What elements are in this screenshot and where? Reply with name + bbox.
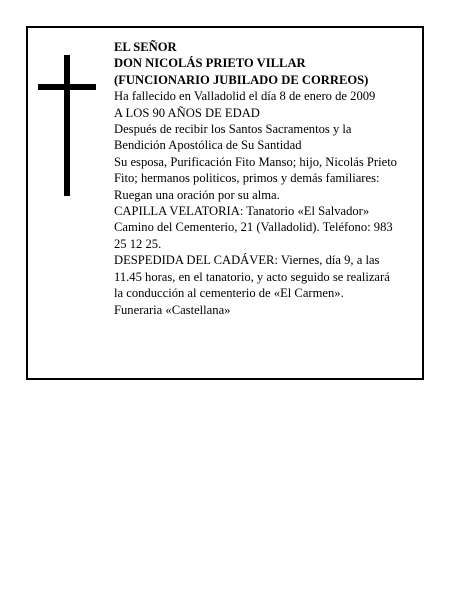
family-line: Su esposa, Purificación Fito Manso; hijo, Nicolás Prieto xyxy=(114,154,397,169)
death-statement: Ha fallecido en Valladolid el día 8 de enero de 2009 xyxy=(114,89,376,104)
family-line: Fito; hermanos politicos, primos y demás familiares: xyxy=(114,171,380,186)
chapel-line: CAPILLA VELATORIA: Tanatorio «El Salvador» xyxy=(114,204,370,219)
chapel-line: 25 12 25. xyxy=(114,236,162,251)
family-paragraph xyxy=(114,154,410,203)
chapel-paragraph xyxy=(114,203,410,252)
cross-horizontal-bar xyxy=(38,84,96,90)
chapel-line: Camino del Cementerio, 21 (Valladolid). Teléfono: 983 xyxy=(114,220,393,235)
funeral-home: Funeraria «Castellana» xyxy=(114,302,231,317)
deceased-role: (FUNCIONARIO JUBILADO DE CORREOS) xyxy=(114,72,369,87)
age-statement: A LOS 90 AÑOS DE EDAD xyxy=(114,105,260,120)
deceased-name: DON NICOLÁS PRIETO VILLAR xyxy=(114,56,306,71)
sacraments-paragraph xyxy=(114,121,410,154)
sacraments-line: Después de recibir los Santos Sacramentos y la xyxy=(114,122,352,137)
farewell-line: la conducción al cementerio de «El Carmen». xyxy=(114,286,344,301)
farewell-line: DESPEDIDA DEL CADÁVER: Viernes, día 9, a las xyxy=(114,253,380,268)
cross-vertical-bar xyxy=(64,55,70,196)
family-line: Ruegan una oración por su alma. xyxy=(114,187,280,202)
notice-text xyxy=(114,39,410,318)
sacraments-line: Bendición Apostólica de Su Santidad xyxy=(114,138,302,153)
farewell-paragraph xyxy=(114,252,410,301)
farewell-line: 11.45 horas, en el tanatorio, y acto seguido se realizará xyxy=(114,269,390,284)
notice-title: EL SEÑOR xyxy=(114,40,177,54)
